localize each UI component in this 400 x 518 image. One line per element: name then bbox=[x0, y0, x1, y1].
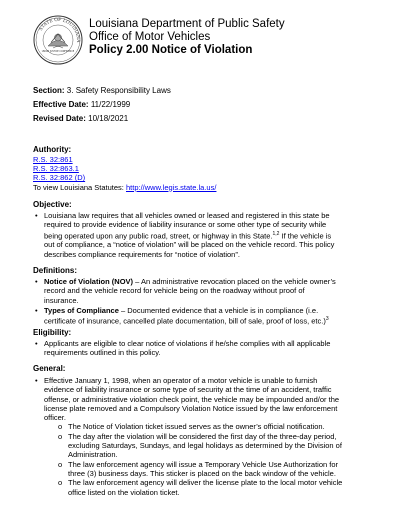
seal-motto: UNION JUSTICE CONFIDENCE bbox=[41, 50, 75, 53]
definition-compliance: • Types of Compliance – Documented evidence that a vehicle is in compliance (i.e. certificate of insurance, cancelled plate documentation, bill of sale, proof of loss, etc.)$^3$ bbox=[35, 306, 329, 326]
definition-text: insurance. bbox=[44, 295, 79, 305]
eligibility-line: requirements outlined in this policy. bbox=[44, 348, 161, 358]
section-label: Section: bbox=[33, 86, 65, 95]
office-name: Office of Motor Vehicles bbox=[89, 31, 211, 43]
objective-heading: Objective: bbox=[33, 200, 72, 209]
objective-line: out of compliance, a “notice of violation” will be placed on the vehicle record. This policy bbox=[44, 240, 335, 250]
general-sub-item: o The law enforcement agency will issue a Temporary Vehicle Use Authorization for three (3) business days. This sticker is placed on the back window of the vehicle. bbox=[58, 459, 338, 478]
eligibility-bullet bbox=[35, 339, 374, 358]
statutes-link[interactable]: http://www.legis.state.la.us/ bbox=[125, 182, 217, 192]
definitions-heading: Definitions: bbox=[33, 266, 77, 275]
general-heading: General: bbox=[33, 364, 66, 373]
definition-term: Types of Compliance bbox=[44, 306, 119, 315]
bullet-icon: • bbox=[35, 339, 38, 348]
effective-date-value: 11/22/1999 bbox=[90, 100, 131, 109]
effective-date-label: Effective Date: bbox=[33, 100, 89, 109]
statutes-text: To view Louisiana Statutes: bbox=[33, 182, 126, 192]
bullet-icon: • bbox=[35, 211, 38, 220]
section-row bbox=[33, 86, 171, 96]
circle-bullet-icon: o bbox=[58, 431, 63, 441]
authority-heading: Authority: bbox=[33, 145, 72, 154]
definition-term: Notice of Violation (NOV) bbox=[44, 277, 134, 286]
objective-line: being operated upon any public road, street, or highway in this State.$^{1,2}$ If the vehicle is bbox=[44, 230, 332, 241]
definition-nov bbox=[35, 277, 374, 305]
general-sub-item: o The Notice of Violation ticket issued serves as the owner’s official notification. bbox=[58, 422, 325, 432]
definition-text: certificate of insurance, cancelled plate documentation, bill of sale, proof of loss, etc.) bbox=[44, 316, 326, 326]
circle-bullet-icon: o bbox=[58, 459, 63, 469]
circle-bullet-icon: o bbox=[58, 422, 63, 432]
general-line: officer. bbox=[44, 413, 66, 423]
document-header bbox=[89, 18, 285, 57]
revised-date-row bbox=[33, 114, 128, 124]
bullet-icon: • bbox=[35, 376, 38, 385]
seal-ring-text: STATE OF LOUISIANA bbox=[38, 17, 81, 43]
eligibility-line: Applicants are eligible to clear notice of violations if he/she complies with all applicable bbox=[44, 339, 331, 348]
louisiana-state-seal-icon bbox=[33, 15, 83, 65]
objective-line: Louisiana law requires that all vehicles owned or leased and registered in this state be bbox=[44, 211, 330, 220]
objective-bullet bbox=[35, 211, 374, 259]
effective-date-row bbox=[33, 100, 130, 110]
bullet-icon: • bbox=[35, 306, 38, 315]
authority-link-863-1[interactable]: R.S. 32:863.1 bbox=[33, 164, 79, 174]
department-name: Louisiana Department of Public Safety bbox=[89, 18, 285, 30]
general-sub-item: o The day after the violation will be considered the first day of the three-day period, excluding Saturdays, Sundays, and legal holidays as determined by the Division of Administration. bbox=[58, 431, 342, 460]
general-line: evidence of liability insurance or some type of security at the time of an accident, traffic bbox=[44, 385, 332, 395]
revised-date-value: 10/18/2021 bbox=[88, 114, 129, 123]
general-line: license plate removed and a Compulsory Violation Notice issued by the law enforcement bbox=[44, 403, 338, 413]
bullet-icon: • bbox=[35, 277, 38, 286]
objective-line: describes compliance requirements for “notice of violation”. bbox=[44, 249, 240, 259]
general-line: Effective January 1, 1998, when an operator of a motor vehicle is unable to furnish bbox=[44, 376, 318, 385]
definition-text: – Documented evidence that a vehicle is in compliance (i.e. bbox=[118, 306, 319, 315]
eligibility-heading: Eligibility: bbox=[33, 328, 72, 337]
authority-list bbox=[33, 155, 216, 192]
definition-text: record and the vehicle record for vehicle being on the roadway without proof of bbox=[44, 286, 305, 296]
objective-line: required to provide evidence of liability insurance or some other type of security while bbox=[44, 220, 327, 230]
definition-text: – An administrative revocation placed on the vehicle owner’s bbox=[133, 277, 336, 286]
policy-title: Policy 2.00 Notice of Violation bbox=[89, 44, 253, 56]
revised-date-label: Revised Date: bbox=[33, 114, 86, 123]
circle-bullet-icon: o bbox=[58, 478, 63, 488]
general-sub-item: o The law enforcement agency will deliver the license plate to the local motor vehicle office listed on the violation ticket. bbox=[58, 478, 343, 497]
authority-link-861[interactable]: R.S. 32:861 bbox=[33, 155, 73, 164]
authority-link-862-d[interactable]: R.S. 32:862 (D) bbox=[33, 173, 86, 183]
general-bullet bbox=[35, 376, 374, 497]
section-value: 3. Safety Responsibility Laws bbox=[66, 86, 171, 95]
general-line: offense, or administrative violation check point, the vehicle may be impounded and/or the bbox=[44, 394, 340, 404]
